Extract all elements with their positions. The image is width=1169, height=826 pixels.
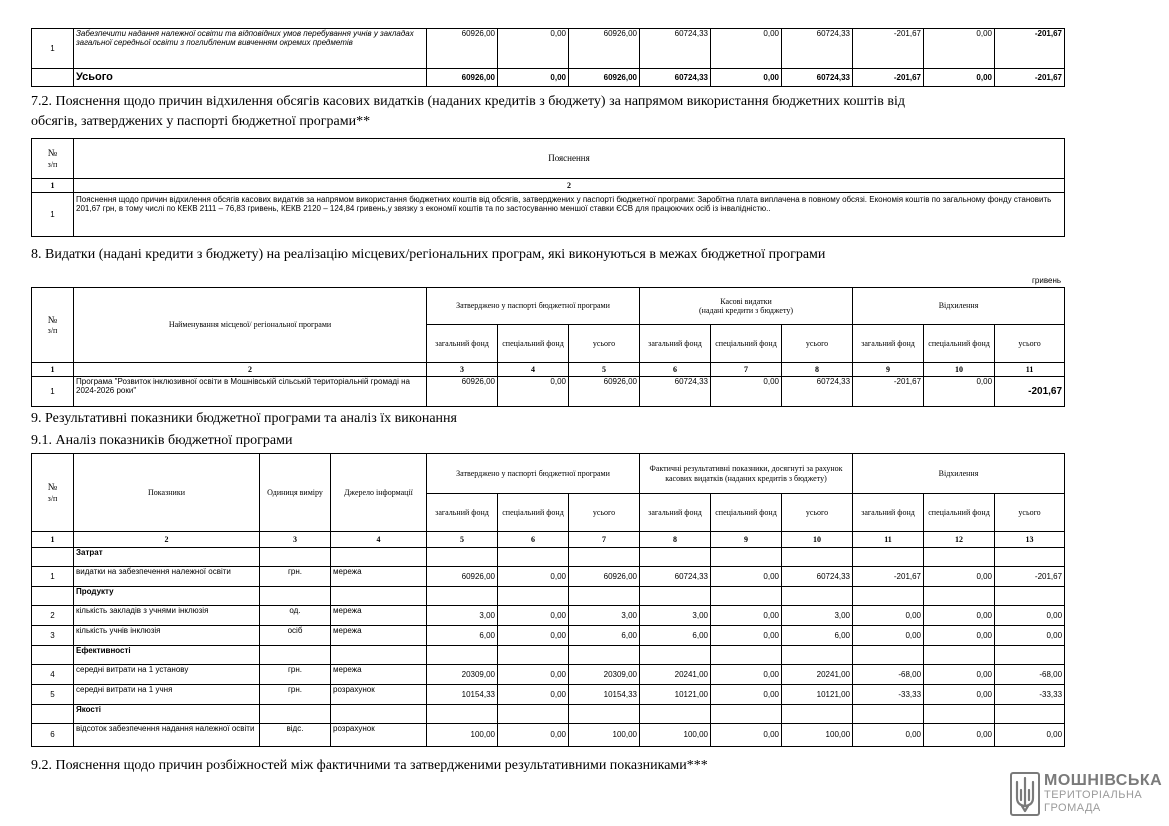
indicator-row <box>32 626 1065 646</box>
value-cell: 0,00 <box>498 567 569 587</box>
program-name: Програма "Розвиток інклюзивної освіти в Мошнівській сільській територіальній громаді на 2024-2026 роки" <box>74 377 427 407</box>
total-value: 60724,33 <box>640 69 711 87</box>
header-number-abbr: з/п <box>47 326 58 336</box>
value-cell: 60926,00 <box>569 377 640 407</box>
indicator-name: середні витрати на 1 установу <box>74 665 260 685</box>
execution-table-continued <box>31 28 1065 87</box>
empty-cell <box>924 548 995 567</box>
column-number: 1 <box>32 179 74 193</box>
value-cell: 100,00 <box>640 724 711 747</box>
value-cell: -68,00 <box>853 665 924 685</box>
total-value: -201,67 <box>995 69 1065 87</box>
indicator-name: відсоток забезпечення надання належної освіти <box>74 724 260 747</box>
column-number: 12 <box>924 532 995 548</box>
total-value: 0,00 <box>498 69 569 87</box>
empty-cell <box>331 587 427 606</box>
value-cell: 20309,00 <box>569 665 640 685</box>
total-value: 60724,33 <box>782 69 853 87</box>
empty-cell <box>853 705 924 724</box>
value-cell: 0,00 <box>924 377 995 407</box>
empty-cell <box>711 705 782 724</box>
value-cell: 0,00 <box>498 665 569 685</box>
section-9-2-heading: 9.2. Пояснення щодо причин розбіжностей між фактичними та затвердженими результативними показниками*** <box>31 758 708 773</box>
subheader: спеціальний фонд <box>924 494 995 532</box>
value-cell: 3,00 <box>640 606 711 626</box>
empty-cell <box>995 587 1065 606</box>
value-cell: 60724,33 <box>782 29 853 69</box>
row-number: 1 <box>32 29 74 69</box>
column-number: 7 <box>711 363 782 377</box>
value-cell: -201,67 <box>995 377 1065 407</box>
value-cell: 0,00 <box>711 29 782 69</box>
header-indicators: Показники <box>74 454 260 532</box>
header-explanation: Пояснення <box>74 139 1065 179</box>
empty-cell <box>427 587 498 606</box>
header-cash-expenses-line1: Касові видатки <box>720 296 772 306</box>
programs-table <box>31 287 1065 407</box>
value-cell: 0,00 <box>995 626 1065 646</box>
value-cell: 0,00 <box>498 377 569 407</box>
empty-cell <box>331 548 427 567</box>
value-cell: 0,00 <box>924 685 995 705</box>
header-source: Джерело інформації <box>331 454 427 532</box>
subheader: усього <box>569 494 640 532</box>
value-cell: 20241,00 <box>640 665 711 685</box>
column-number: 8 <box>782 363 853 377</box>
trident-icon <box>1010 772 1040 816</box>
header-number-symbol: № <box>47 482 58 494</box>
value-cell: -68,00 <box>995 665 1065 685</box>
subheader: спеціальний фонд <box>924 325 995 363</box>
column-number: 3 <box>260 532 331 548</box>
value-cell: -201,67 <box>853 377 924 407</box>
empty-cell <box>640 587 711 606</box>
community-logo <box>1010 772 1163 816</box>
empty-cell <box>331 646 427 665</box>
indicator-group-row <box>32 705 1065 724</box>
indicator-group-label: Продукту <box>74 587 260 606</box>
empty-cell <box>32 587 74 606</box>
value-cell: 0,00 <box>924 567 995 587</box>
column-number: 1 <box>32 532 74 548</box>
direction-name: Забезпечити надання належної освіти та відповідних умов перебування учнів у закладах загальної середньої освіти з поглибленим вивченням окремих предметів <box>74 29 427 69</box>
header-number-abbr: з/п <box>47 493 58 503</box>
value-cell: 10154,33 <box>427 685 498 705</box>
value-cell: 6,00 <box>782 626 853 646</box>
indicators-table <box>31 453 1065 747</box>
empty-cell <box>853 548 924 567</box>
indicator-group-row <box>32 548 1065 567</box>
value-cell: 60926,00 <box>569 29 640 69</box>
empty-cell <box>711 548 782 567</box>
section-9-1-heading: 9.1. Аналіз показників бюджетної програми <box>31 433 293 448</box>
value-cell: -201,67 <box>995 567 1065 587</box>
value-cell: 0,00 <box>924 606 995 626</box>
indicator-row <box>32 567 1065 587</box>
value-cell: 60724,33 <box>640 567 711 587</box>
empty-cell <box>782 548 853 567</box>
section-7-2-heading-line1: 7.2. Пояснення щодо причин відхилення обсягів касових видатків (наданих кредитів з бюджету) за напрямом використання бюджетних коштів від <box>31 94 905 109</box>
column-number: 11 <box>995 363 1065 377</box>
column-number: 6 <box>640 363 711 377</box>
total-value: -201,67 <box>853 69 924 87</box>
empty-cell <box>569 646 640 665</box>
column-number: 4 <box>498 363 569 377</box>
header-number <box>32 454 74 532</box>
header-approved: Затверджено у паспорті бюджетної програми <box>427 288 640 325</box>
value-cell: 0,00 <box>995 724 1065 747</box>
indicator-row <box>32 724 1065 747</box>
value-cell: 20241,00 <box>782 665 853 685</box>
logo-title: МОШНІВСЬКА <box>1044 772 1163 789</box>
empty-cell <box>924 646 995 665</box>
indicator-rows <box>32 548 1065 747</box>
row-number: 1 <box>32 193 74 237</box>
value-cell: 0,00 <box>853 626 924 646</box>
explanation-text: Пояснення щодо причин відхилення обсягів касових видатків за напрямом використання бюджетних коштів від обсягів, затверджених у паспорті бюджетної програми: Заробітна плата виплачена в повному обсязі. Економія коштів по загальному фонду становить 201,67 грн, в тому числі по КЕКВ 2111 – 76,83 гривень, КЕКВ 2120 – 124,84 гривень,у звязку з економії коштів та по застосуванню меншої ставки ЄСВ для працюючих осіб із інвалідністю.. <box>74 193 1065 237</box>
empty-cell <box>782 587 853 606</box>
empty-cell <box>995 705 1065 724</box>
value-cell: 6,00 <box>569 626 640 646</box>
total-value: 60926,00 <box>569 69 640 87</box>
row-number: 4 <box>32 665 74 685</box>
value-cell: 20309,00 <box>427 665 498 685</box>
subheader: загальний фонд <box>853 494 924 532</box>
indicator-group-label: Ефективності <box>74 646 260 665</box>
value-cell: 60724,33 <box>782 567 853 587</box>
indicator-group-row <box>32 646 1065 665</box>
header-unit: Одиниця виміру <box>260 454 331 532</box>
indicator-unit: осіб <box>260 626 331 646</box>
column-number: 2 <box>74 363 427 377</box>
empty-cell <box>32 705 74 724</box>
empty-cell <box>331 705 427 724</box>
value-cell: 0,00 <box>498 29 569 69</box>
header-cash-expenses <box>640 288 853 325</box>
empty-cell <box>498 587 569 606</box>
empty-cell <box>32 69 74 87</box>
section-8-heading: 8. Видатки (надані кредити з бюджету) на реалізацію місцевих/регіональних програм, які виконуються в межах бюджетної програми <box>31 247 826 262</box>
value-cell: 0,00 <box>853 606 924 626</box>
value-cell: 100,00 <box>427 724 498 747</box>
value-cell: 0,00 <box>711 606 782 626</box>
header-deviation: Відхилення <box>853 288 1065 325</box>
row-number: 5 <box>32 685 74 705</box>
subheader: спеціальний фонд <box>711 494 782 532</box>
subheader: загальний фонд <box>427 494 498 532</box>
subheader: загальний фонд <box>640 325 711 363</box>
indicator-name: середні витрати на 1 учня <box>74 685 260 705</box>
logo-subtitle-2: ГРОМАДА <box>1044 802 1101 814</box>
empty-cell <box>427 705 498 724</box>
total-value: 60926,00 <box>427 69 498 87</box>
value-cell: 3,00 <box>569 606 640 626</box>
value-cell: 0,00 <box>711 626 782 646</box>
empty-cell <box>498 646 569 665</box>
total-value: 0,00 <box>924 69 995 87</box>
column-number: 2 <box>74 532 260 548</box>
subheader: усього <box>569 325 640 363</box>
value-cell: 10121,00 <box>640 685 711 705</box>
indicator-source: мережа <box>331 567 427 587</box>
value-cell: 3,00 <box>782 606 853 626</box>
subheader: спеціальний фонд <box>711 325 782 363</box>
section-7-2-heading-line2: обсягів, затверджених у паспорті бюджетної програми** <box>31 114 371 129</box>
empty-cell <box>260 587 331 606</box>
header-cash-expenses-line2: (надані кредити з бюджету) <box>699 306 793 315</box>
header-number-abbr: з/п <box>47 159 58 169</box>
header-program-name: Найменування місцевої/ регіональної програми <box>74 288 427 363</box>
explanation-table <box>31 138 1065 237</box>
header-actual: Фактичні результативні показники, досягнуті за рахунок касових видатків (наданих кредитів з бюджету) <box>640 454 853 494</box>
value-cell: -201,67 <box>995 29 1065 69</box>
indicator-source: мережа <box>331 606 427 626</box>
currency-unit: гривень <box>1032 276 1062 285</box>
empty-cell <box>924 705 995 724</box>
value-cell: 0,00 <box>498 724 569 747</box>
empty-cell <box>782 646 853 665</box>
empty-cell <box>640 705 711 724</box>
value-cell: 60926,00 <box>569 567 640 587</box>
empty-cell <box>853 646 924 665</box>
header-number <box>32 139 74 179</box>
value-cell: 60724,33 <box>640 29 711 69</box>
value-cell: 0,00 <box>711 567 782 587</box>
indicator-unit: од. <box>260 606 331 626</box>
indicator-unit: відс. <box>260 724 331 747</box>
subheader: загальний фонд <box>427 325 498 363</box>
subheader: усього <box>995 325 1065 363</box>
header-number <box>32 288 74 363</box>
empty-cell <box>711 587 782 606</box>
value-cell: 0,00 <box>498 626 569 646</box>
column-number: 10 <box>924 363 995 377</box>
column-number: 1 <box>32 363 74 377</box>
subheader: загальний фонд <box>640 494 711 532</box>
indicator-source: розрахунок <box>331 685 427 705</box>
value-cell: 0,00 <box>924 29 995 69</box>
row-number: 1 <box>32 567 74 587</box>
subheader: загальний фонд <box>853 325 924 363</box>
logo-subtitle-1: ТЕРИТОРІАЛЬНА <box>1044 789 1143 801</box>
subheader: усього <box>782 325 853 363</box>
empty-cell <box>569 705 640 724</box>
value-cell: -201,67 <box>853 567 924 587</box>
value-cell: 60926,00 <box>427 377 498 407</box>
column-number: 9 <box>853 363 924 377</box>
indicator-source: розрахунок <box>331 724 427 747</box>
value-cell: 60724,33 <box>782 377 853 407</box>
value-cell: 6,00 <box>640 626 711 646</box>
column-number: 6 <box>498 532 569 548</box>
column-number: 11 <box>853 532 924 548</box>
column-number: 8 <box>640 532 711 548</box>
indicator-unit: грн. <box>260 685 331 705</box>
indicator-name: кількість закладів з учнями інклюзія <box>74 606 260 626</box>
value-cell: 0,00 <box>711 685 782 705</box>
empty-cell <box>427 646 498 665</box>
row-number: 6 <box>32 724 74 747</box>
value-cell: 0,00 <box>498 606 569 626</box>
value-cell: 0,00 <box>924 724 995 747</box>
empty-cell <box>498 548 569 567</box>
indicator-row <box>32 606 1065 626</box>
value-cell: 6,00 <box>427 626 498 646</box>
empty-cell <box>924 587 995 606</box>
column-number: 3 <box>427 363 498 377</box>
subheader: усього <box>995 494 1065 532</box>
header-deviation: Відхилення <box>853 454 1065 494</box>
empty-cell <box>853 587 924 606</box>
subheader: усього <box>782 494 853 532</box>
value-cell: 100,00 <box>782 724 853 747</box>
indicator-group-label: Якості <box>74 705 260 724</box>
value-cell: 0,00 <box>711 377 782 407</box>
empty-cell <box>569 548 640 567</box>
column-number: 5 <box>569 363 640 377</box>
empty-cell <box>32 646 74 665</box>
value-cell: -201,67 <box>853 29 924 69</box>
subheader: спеціальний фонд <box>498 494 569 532</box>
value-cell: 0,00 <box>498 685 569 705</box>
column-number: 13 <box>995 532 1065 548</box>
total-value: 0,00 <box>711 69 782 87</box>
value-cell: 3,00 <box>427 606 498 626</box>
header-number-symbol: № <box>47 314 58 326</box>
empty-cell <box>569 587 640 606</box>
row-number: 1 <box>32 377 74 407</box>
value-cell: 0,00 <box>995 606 1065 626</box>
value-cell: 0,00 <box>711 665 782 685</box>
column-number: 2 <box>74 179 1065 193</box>
empty-cell <box>32 548 74 567</box>
value-cell: 0,00 <box>924 626 995 646</box>
value-cell: 60724,33 <box>640 377 711 407</box>
value-cell: -33,33 <box>995 685 1065 705</box>
empty-cell <box>995 548 1065 567</box>
empty-cell <box>260 548 331 567</box>
indicator-source: мережа <box>331 626 427 646</box>
indicator-name: кількість учнів інклюзія <box>74 626 260 646</box>
empty-cell <box>498 705 569 724</box>
value-cell: 10121,00 <box>782 685 853 705</box>
value-cell: 0,00 <box>853 724 924 747</box>
total-label: Усього <box>74 69 427 87</box>
value-cell: 0,00 <box>924 665 995 685</box>
row-number: 2 <box>32 606 74 626</box>
column-number: 9 <box>711 532 782 548</box>
value-cell: 60926,00 <box>427 567 498 587</box>
value-cell: 100,00 <box>569 724 640 747</box>
empty-cell <box>711 646 782 665</box>
indicator-name: видатки на забезпечення належної освіти <box>74 567 260 587</box>
empty-cell <box>427 548 498 567</box>
column-number: 10 <box>782 532 853 548</box>
column-number: 7 <box>569 532 640 548</box>
indicator-row <box>32 685 1065 705</box>
header-approved: Затверджено у паспорті бюджетної програми <box>427 454 640 494</box>
indicator-row <box>32 665 1065 685</box>
empty-cell <box>782 705 853 724</box>
empty-cell <box>995 646 1065 665</box>
value-cell: 0,00 <box>711 724 782 747</box>
empty-cell <box>640 548 711 567</box>
empty-cell <box>640 646 711 665</box>
empty-cell <box>260 646 331 665</box>
section-9-heading: 9. Результативні показники бюджетної програми та аналіз їх виконання <box>31 411 457 426</box>
empty-cell <box>260 705 331 724</box>
value-cell: 10154,33 <box>569 685 640 705</box>
indicator-unit: грн. <box>260 665 331 685</box>
indicator-group-label: Затрат <box>74 548 260 567</box>
indicator-unit: грн. <box>260 567 331 587</box>
indicator-group-row <box>32 587 1065 606</box>
indicator-source: мережа <box>331 665 427 685</box>
subheader: спеціальний фонд <box>498 325 569 363</box>
column-number: 4 <box>331 532 427 548</box>
column-number: 5 <box>427 532 498 548</box>
value-cell: -33,33 <box>853 685 924 705</box>
row-number: 3 <box>32 626 74 646</box>
value-cell: 60926,00 <box>427 29 498 69</box>
header-number-symbol: № <box>47 148 58 160</box>
